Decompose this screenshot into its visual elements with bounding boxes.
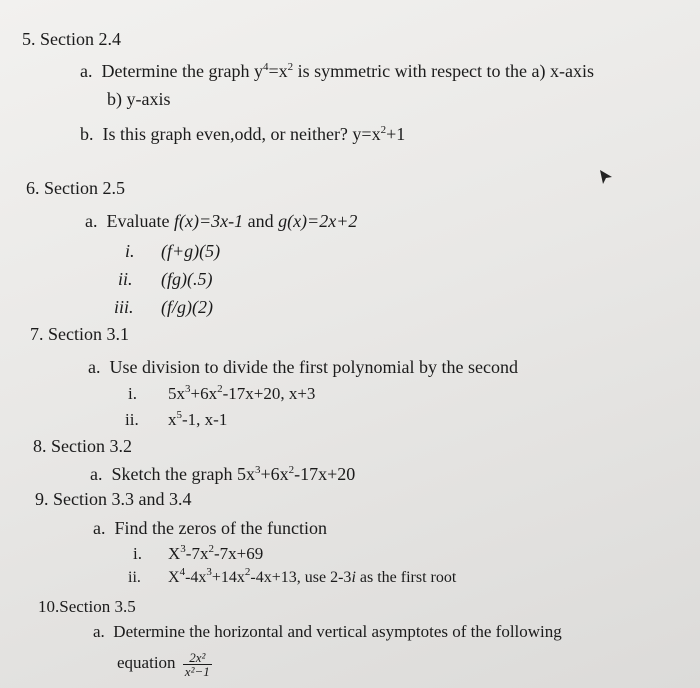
text: +1 [386,124,406,144]
text: -17x+20, x+3 [222,384,316,403]
section-10-item-a-continued [117,648,212,678]
section-8-item-a [90,463,355,485]
text: -4x+13, use 2-3 [250,569,352,586]
subitem-marker: ii. [128,569,141,586]
pointer-icon [598,168,614,186]
exponent: 5 [176,409,182,421]
text: X [168,544,181,563]
subitem-text: (f/g)(2) [161,297,213,317]
imaginary-unit: i [351,569,356,586]
text: +6x [190,384,218,403]
text: +6x [260,464,289,484]
section-5-item-a-continued: b) y-axis [107,89,171,109]
exponent: 2 [380,124,387,136]
text: Evaluate [106,211,174,231]
subitem-marker: iii. [114,297,134,317]
item-marker: a. [85,211,98,231]
fraction-denominator: x²−1 [184,663,210,679]
subitem-text: (f+g)(5) [161,241,221,261]
item-marker: a. [90,464,103,484]
exponent: 4 [262,61,269,73]
fraction-numerator: 2x² [183,651,212,665]
text: X [168,569,180,586]
text: as the first root [355,569,457,586]
section-7-item-a [88,356,518,378]
exponent: 3 [206,566,212,578]
section-6-subitem-i [125,240,220,262]
section-5-heading: 5. Section 2.4 [22,29,121,49]
text: +14x [211,569,245,586]
text: 5x [168,384,185,403]
exponent: 3 [185,383,191,395]
section-9-item-a [93,517,327,539]
exponent: 4 [179,566,186,578]
section-5-item-a [80,60,594,82]
section-9-heading: 9. Section 3.3 and 3.4 [35,489,192,509]
exponent: 3 [254,464,261,476]
subitem-marker: ii. [125,410,139,429]
section-9-subitem-i [133,543,263,565]
exponent: 2 [217,383,223,395]
text: -7x [185,544,209,563]
function-g: g(x)=2x+2 [278,211,358,231]
exponent: 2 [288,464,295,476]
section-6-subitem-iii [114,296,213,318]
section-7-subitem-ii [125,409,227,431]
section-7-heading: 7. Section 3.1 [30,324,129,344]
function-f: f(x)=3x-1 [173,211,244,231]
section-6-item-a [85,210,357,232]
text: Determine the horizontal and vertical asymptotes of the following [113,622,562,641]
item-marker: a. [80,61,93,81]
text: -17x+20 [294,464,356,484]
item-marker: b. [80,124,94,144]
text: equation [117,653,176,672]
section-10-heading: 10.Section 3.5 [38,597,136,616]
subitem-marker: i. [128,384,137,403]
text: and [243,211,279,231]
text: -7x+69 [213,544,264,563]
text: Use division to divide the first polynomial by the second [109,357,518,377]
exponent: 3 [180,543,186,555]
section-6-heading: 6. Section 2.5 [26,178,125,198]
text: Determine the graph y [101,61,263,81]
text: Find the zeros of the function [114,518,327,538]
subitem-text: (fg)(.5) [161,269,213,289]
section-10-item-a [93,621,562,643]
exponent: 2 [208,543,214,555]
item-marker: a. [93,622,105,641]
exponent: 2 [287,61,294,73]
text: =x [268,61,288,81]
text: x [168,410,177,429]
text: -1, x-1 [182,410,228,429]
exponent: 2 [244,566,251,578]
text: Is this graph even,odd, or neither? y=x [102,124,381,144]
text: is symmetric with respect to the a) x-axis [293,61,595,81]
item-marker: a. [93,518,106,538]
subitem-marker: i. [133,544,142,563]
section-8-heading: 8. Section 3.2 [33,436,132,456]
text: -4x [185,569,207,586]
section-7-subitem-i [128,383,315,405]
section-5-item-b [80,123,405,145]
subitem-marker: ii. [118,269,133,289]
text: Sketch the graph 5x [111,464,255,484]
fraction [183,651,212,678]
item-marker: a. [88,357,101,377]
section-9-subitem-ii [128,567,456,589]
subitem-marker: i. [125,241,135,261]
section-6-subitem-ii [118,268,212,290]
